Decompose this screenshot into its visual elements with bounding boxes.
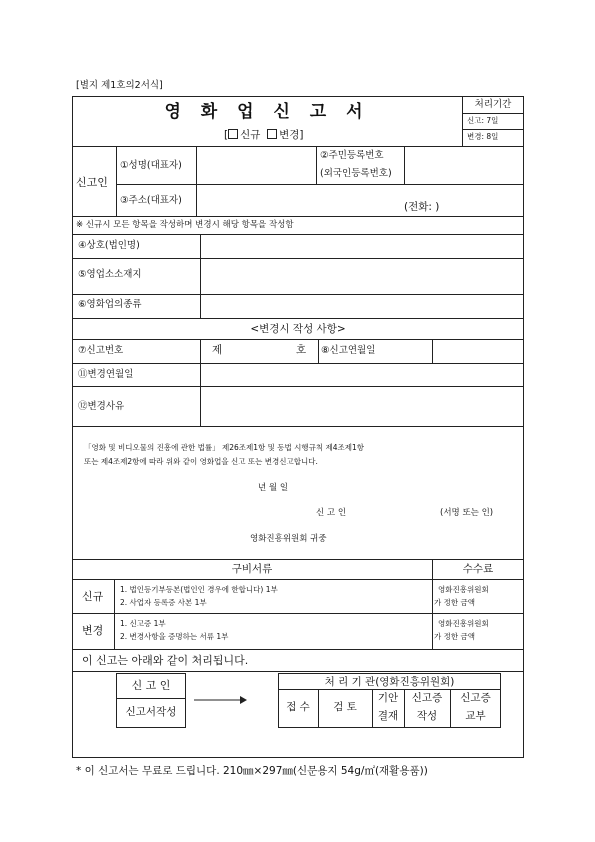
reason-label: ⑫변경사유	[78, 401, 125, 412]
business-type-field[interactable]	[201, 295, 523, 317]
divider	[72, 318, 524, 319]
declaration-line1: 「영화 및 비디오물의 진흥에 관한 법률」 제26조제1항 및 동법 시행규칙 제4조제1항	[84, 443, 365, 452]
divider	[318, 339, 319, 363]
type-select: [ 신규 변경]	[224, 129, 304, 141]
new-doc-item: 2. 사업자 등록증 사본 1부	[120, 598, 207, 607]
reason-field[interactable]	[201, 387, 523, 425]
rrn-field[interactable]	[405, 147, 523, 183]
cert-issue-step: 신고증	[460, 692, 491, 704]
approve-step: 결재	[377, 710, 399, 722]
report-no-prefix: 제	[212, 344, 223, 356]
change-date-field[interactable]	[201, 364, 523, 386]
trade-name-field[interactable]	[201, 235, 523, 257]
divider	[278, 689, 501, 690]
report-date-label: ⑧신고연월일	[321, 345, 376, 356]
divider	[432, 559, 433, 649]
signature-field[interactable]	[360, 503, 436, 519]
divider	[114, 579, 115, 649]
declaration-date: 년 월 일	[258, 483, 289, 493]
new-fee-text: 영화진흥위원회	[438, 585, 489, 594]
divider	[72, 579, 524, 580]
recipient-label: 영화진흥위원회 귀중	[250, 534, 327, 544]
divider	[116, 146, 117, 216]
new-label: 신규	[240, 129, 261, 141]
change-date-label: ⑪변경연월일	[78, 369, 134, 380]
divider	[72, 649, 524, 650]
divider	[72, 426, 524, 427]
name-label: ①성명(대표자)	[120, 160, 182, 171]
business-type-label: ⑥영화업의종류	[78, 299, 142, 310]
write-step-label: 신고서작성	[125, 706, 177, 718]
divider	[316, 146, 317, 184]
divider	[72, 613, 524, 614]
new-doc-item: 1. 법인등기부등본(법인인 경우에 한합니다) 1부	[120, 585, 278, 594]
processing-new: 신고: 7일	[467, 116, 499, 125]
change-doc-item: 1. 신고증 1부	[120, 619, 166, 628]
change-label: 변경	[279, 129, 300, 141]
new-checkbox[interactable]	[228, 129, 238, 139]
divider	[72, 671, 524, 672]
change-doc-item: 2. 변경사항을 증명하는 서류 1부	[120, 632, 229, 641]
footer-note: * 이 신고서는 무료로 드립니다. 210㎜×297㎜(신문용지 54g/㎡(재활용품))	[76, 765, 428, 777]
processing-header: 처리기간	[474, 99, 512, 110]
change-fee-text: 영화진흥위원회	[438, 619, 489, 628]
flow-arrow-icon	[194, 694, 248, 706]
divider	[116, 698, 186, 699]
receive-step: 접 수	[286, 701, 310, 713]
foreign-no-label: (외국인등록번호)	[320, 168, 392, 179]
approve-step: 기안	[377, 692, 399, 704]
new-fee-text: 가 정한 금액	[434, 598, 475, 607]
location-field[interactable]	[201, 259, 523, 293]
signer-label: 신 고 인	[316, 508, 347, 518]
fee-header: 수수료	[462, 563, 494, 575]
report-no-field[interactable]	[224, 340, 292, 362]
process-caption: 이 신고는 아래와 같이 처리됩니다.	[82, 654, 249, 667]
form-code: [별지 제1호의2서식]	[76, 80, 163, 91]
location-label: ⑤영업소소재지	[78, 269, 142, 280]
cert-write-step: 작성	[416, 710, 438, 722]
agency-label: 처 리 기 관(영화진흥위원회)	[324, 676, 455, 688]
divider	[462, 113, 524, 114]
divider	[462, 129, 524, 130]
change-docs-label: 변경	[82, 624, 104, 637]
divider	[72, 559, 524, 560]
address-label: ③주소(대표자)	[120, 195, 182, 206]
name-field[interactable]	[197, 147, 315, 183]
reporter-group-label: 신고인	[76, 176, 108, 189]
change-fee-text: 가 정한 금액	[434, 632, 475, 641]
form-title: 영 화 업 신 고 서	[164, 102, 370, 122]
rrn-label: ②주민등록번호	[320, 150, 384, 161]
change-section-header: <변경시 작성 사항>	[250, 323, 346, 335]
address-field[interactable]	[197, 185, 523, 215]
phone-label: (전화: )	[404, 201, 440, 213]
declaration-line2: 또는 제4조제2항에 따라 위와 같이 영화업을 신고 또는 변경신고합니다.	[84, 457, 318, 466]
trade-name-label: ④상호(법인명)	[78, 240, 140, 251]
processing-change: 변경: 8일	[467, 132, 499, 141]
report-date-field[interactable]	[433, 340, 523, 362]
report-no-label: ⑦신고번호	[78, 345, 124, 356]
divider	[72, 216, 524, 217]
applicant-label: 신 고 인	[131, 679, 171, 692]
report-no-suffix: 호	[296, 344, 307, 356]
notice-text: ※ 신규시 모든 항목을 작성하며 변경시 해당 항목을 작성함	[76, 220, 294, 230]
signature-note: (서명 또는 인)	[440, 508, 494, 518]
cert-write-step: 신고증	[411, 692, 443, 704]
review-step: 검 토	[333, 701, 357, 713]
change-checkbox[interactable]	[267, 129, 277, 139]
documents-header: 구비서류	[231, 563, 273, 575]
new-docs-label: 신규	[82, 590, 104, 603]
cert-issue-step: 교부	[465, 710, 486, 722]
